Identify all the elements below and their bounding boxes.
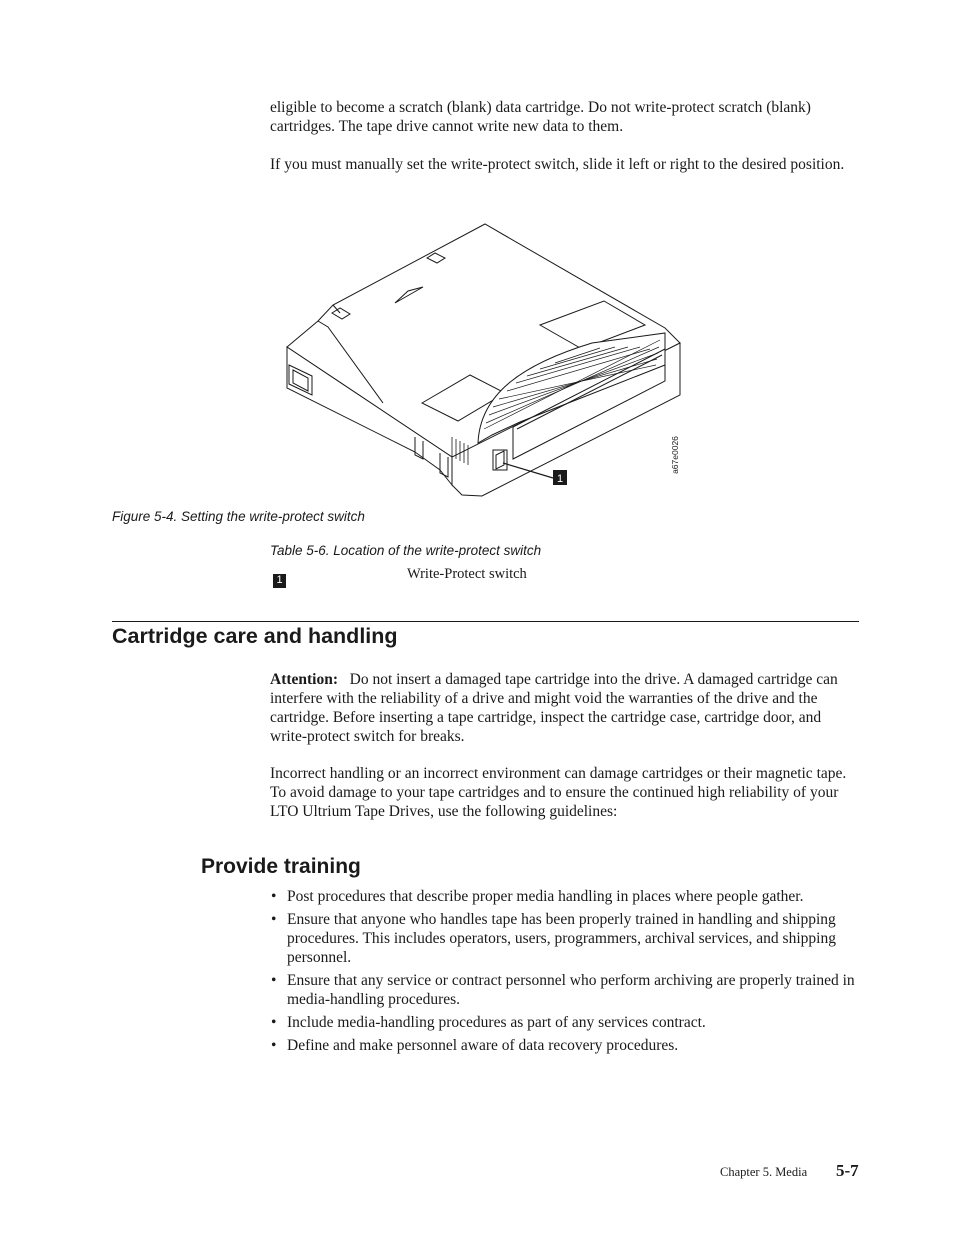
table-row-callout: 1 [273,568,286,588]
attention-label: Attention: [270,671,339,688]
guidelines-list [270,887,860,1059]
figure-caption: Figure 5-4. Setting the write-protect switch [112,509,365,524]
subsection-title: Provide training [201,855,361,878]
list-item: • Ensure that any service or contract personnel who perform archiving are properly trained in media-handling procedures. [271,972,855,1008]
intro-paragraph-1: eligible to become a scratch (blank) data cartridge. Do not write-protect scratch (blank) cartridges. The tape drive cannot write new data to them. [270,99,811,135]
tape-cartridge-illustration [270,215,710,500]
footer-chapter: Chapter 5. Media [720,1165,808,1179]
list-item: • Include media-handling procedures as part of any services contract. [271,1014,706,1031]
handling-paragraph: Incorrect handling or an incorrect environment can damage cartridges or their magnetic tape. To avoid damage to your tape cartridges and to ensure the continued high reliability of your LTO Ultrium Tape Drives, use the following guidelines: [270,765,847,820]
table-caption: Table 5-6. Location of the write-protect switch [270,543,542,558]
list-item: • Ensure that anyone who handles tape has been properly trained in handling and shipping procedures. This includes operators, users, programmers, archival services, and shipping personnel. [271,911,836,966]
figure-code: a67e0026 [670,436,680,474]
attention-paragraph [270,670,860,746]
cartridge-figure [270,215,710,500]
table-row-description: Write-Protect switch [407,566,527,582]
list-item: • Define and make personnel aware of data recovery procedures. [271,1037,679,1054]
list-item: • Post procedures that describe proper media handling in places where people gather. [271,888,804,905]
attention-text: Do not insert a damaged tape cartridge into the drive. A damaged cartridge can interfere with the reliability of a drive and might void the warranties of the drive and the cartridge. Before inserting a tape cartridge, inspect the cartridge case, cartridge door, and write-protect switch for breaks. [270,671,838,745]
section-title: Cartridge care and handling [112,624,398,648]
page-number: 5-7 [836,1161,859,1180]
section-divider [112,621,859,622]
intro-paragraph-2: If you must manually set the write-protect switch, slide it left or right to the desired position. [270,156,845,173]
figure-callout: 1 [556,473,564,485]
